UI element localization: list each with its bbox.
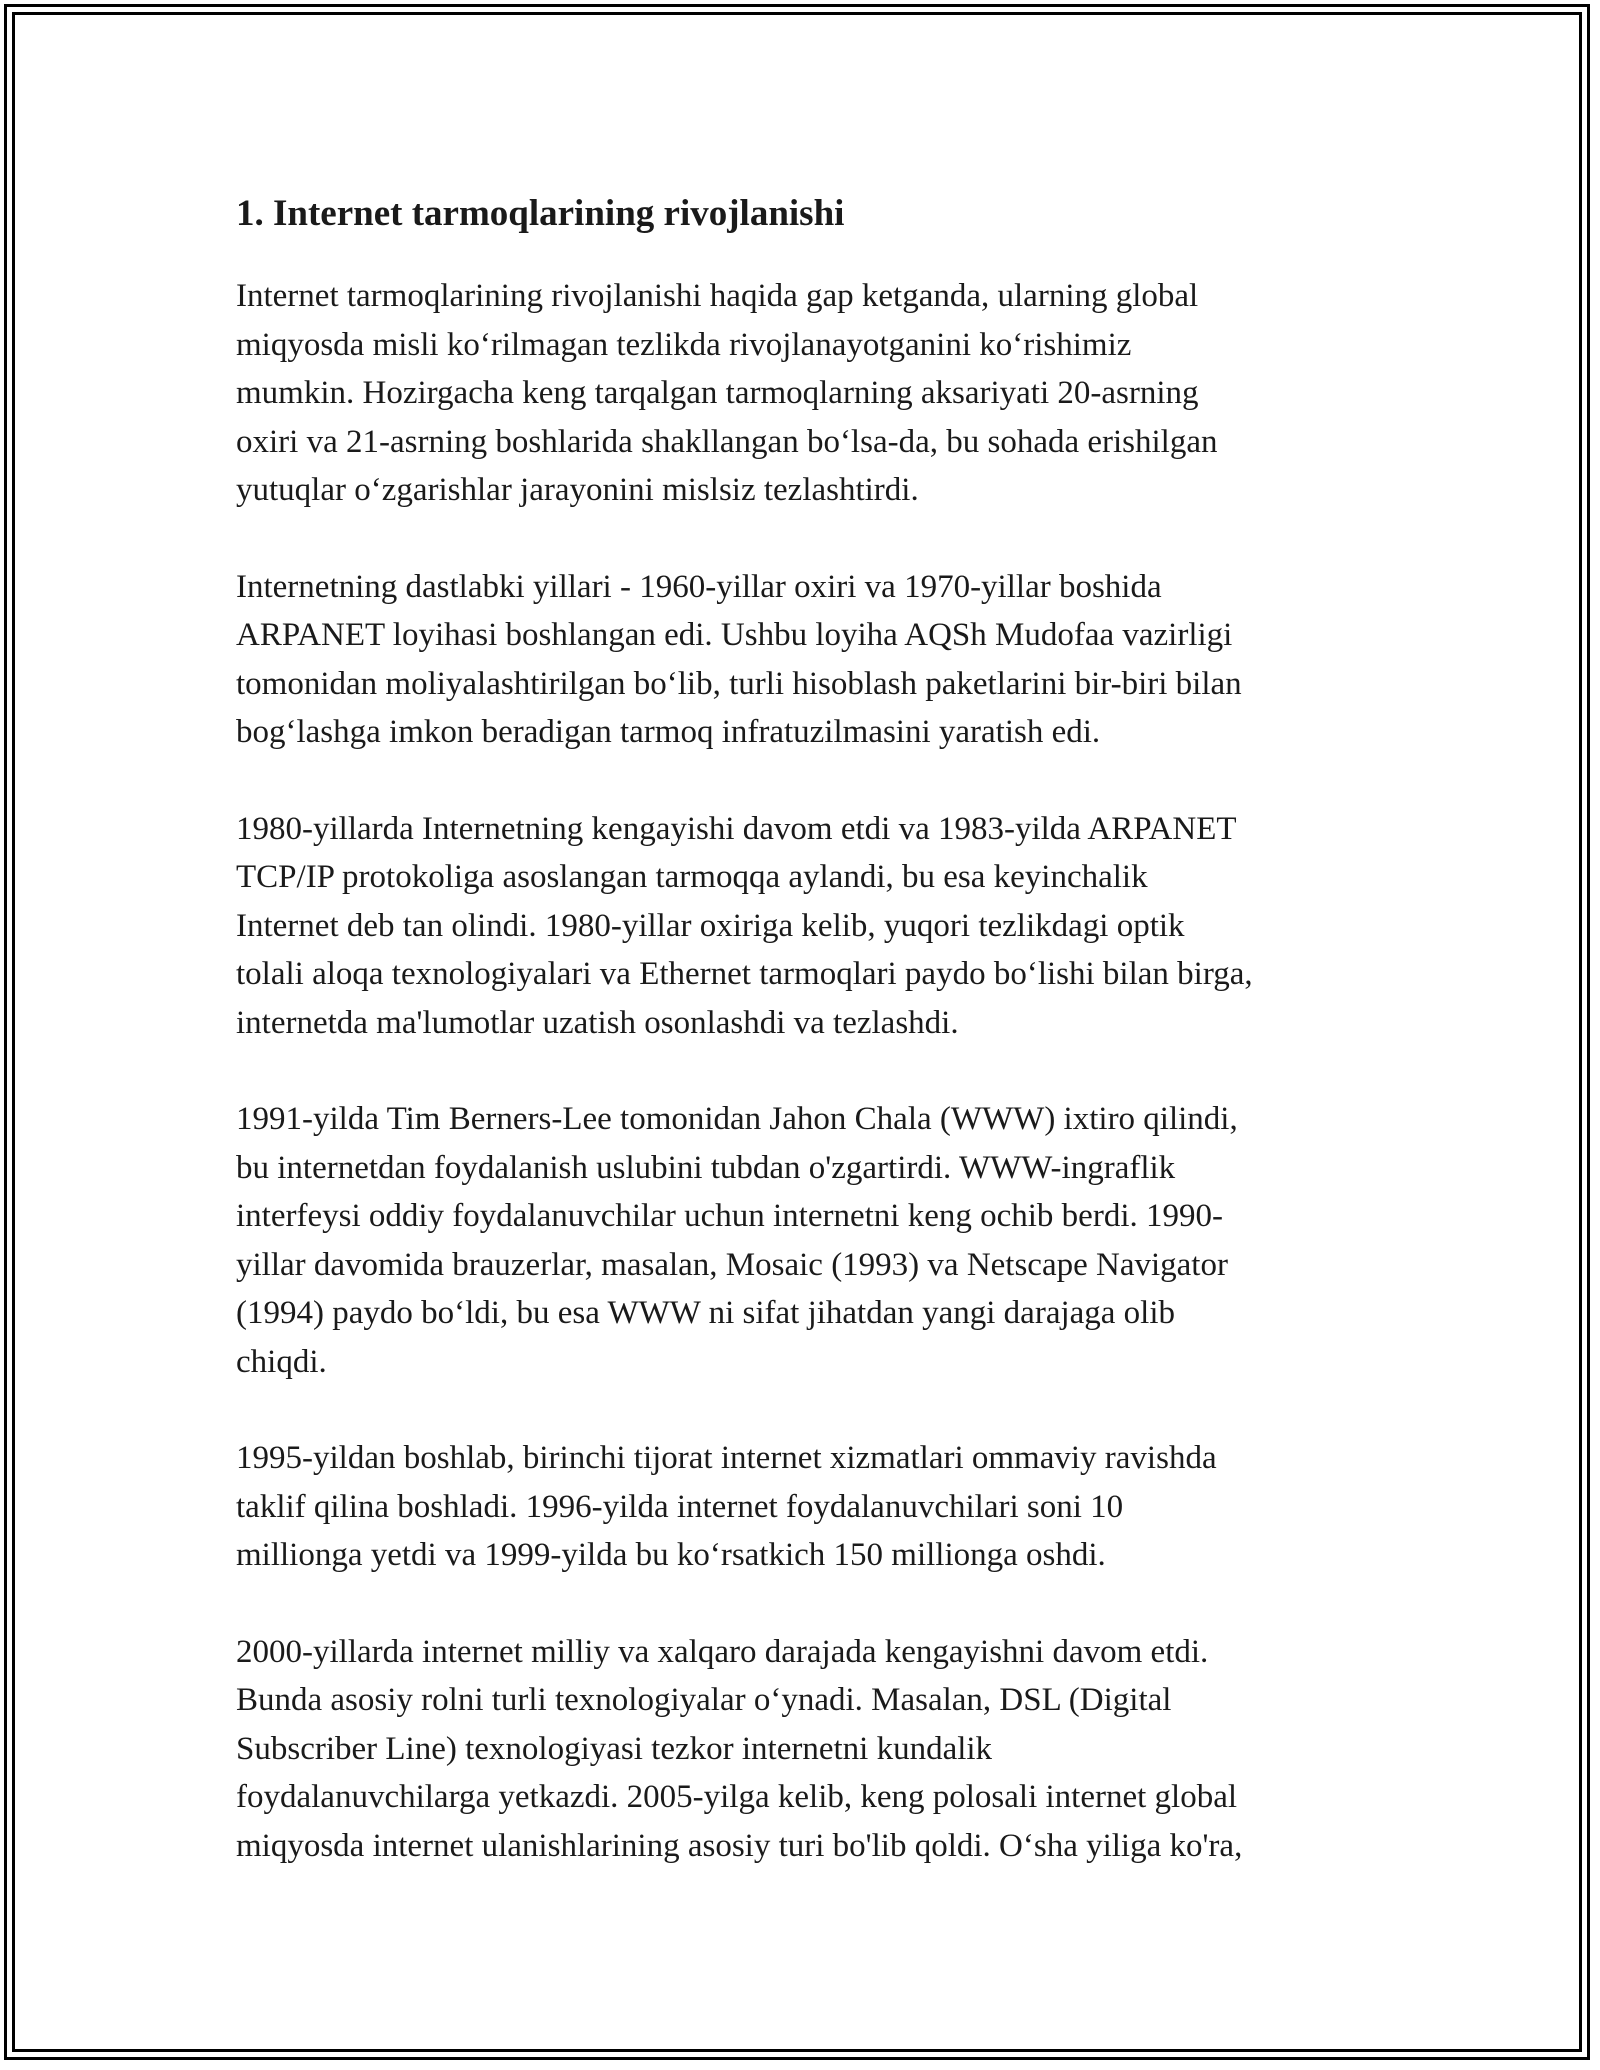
paragraph-line: Internetning dastlabki yillari - 1960-yillar oxiri va 1970-yillar boshida bbox=[236, 568, 1162, 605]
paragraph-line: tomonidan moliyalashtirilgan bo‘lib, turli hisoblash paketlarini bir-biri bilan bbox=[236, 665, 1242, 702]
paragraph-line: TCP/IP protokoliga asoslangan tarmoqqa aylandi, bu esa keyinchalik bbox=[236, 859, 1148, 895]
paragraph bbox=[236, 1434, 1386, 1580]
paragraph-line: bog‘lashga imkon beradigan tarmoq infratuzilmasini yaratish edi. bbox=[236, 714, 1101, 750]
paragraph-line: 2000-yillarda internet milliy va xalqaro darajada kengayishni davom etdi. bbox=[236, 1633, 1209, 1670]
paragraph-line: oxiri va 21-asrning boshlarida shakllangan bo‘lsa-da, bu sohada erishilgan bbox=[236, 423, 1218, 460]
paragraph bbox=[236, 1628, 1386, 1871]
paragraph-line: ARPANET loyihasi boshlangan edi. Ushbu loyiha AQSh Mudofaa vazirligi bbox=[236, 617, 1233, 653]
paragraph-line: Internet tarmoqlarining rivojlanishi haqida gap ketganda, ularning global bbox=[236, 278, 1199, 314]
paragraph-line: Subscriber Line) texnologiyasi tezkor internetni kundalik bbox=[236, 1730, 993, 1767]
paragraph-list bbox=[236, 272, 1386, 1870]
section-heading: 1. Internet tarmoqlarining rivojlanishi bbox=[236, 193, 845, 234]
paragraph-line: bu internetdan foydalanish uslubini tubdan o'zgartirdi. WWW-ingraflik bbox=[236, 1149, 1176, 1186]
paragraph bbox=[236, 563, 1386, 757]
paragraph-line: interfeysi oddiy foydalanuvchilar uchun internetni keng ochib berdi. 1990- bbox=[236, 1198, 1223, 1234]
paragraph-line: chiqdi. bbox=[236, 1343, 327, 1380]
paragraph-line: 1980-yillarda Internetning kengayishi davom etdi va 1983-yilda ARPANET bbox=[236, 810, 1237, 847]
paragraph-line: foydalanuvchilarga yetkazdi. 2005-yilga kelib, keng polosali internet global bbox=[236, 1779, 1238, 1815]
paragraph bbox=[236, 1095, 1386, 1386]
paragraph-line: 1991-yilda Tim Berners-Lee tomonidan Jahon Chala (WWW) ixtiro qilindi, bbox=[236, 1101, 1238, 1137]
paragraph-line: mumkin. Hozirgacha keng tarqalgan tarmoqlarning aksariyati 20-asrning bbox=[236, 375, 1199, 411]
paragraph-line: internetda ma'lumotlar uzatish osonlashdi va tezlashdi. bbox=[236, 1004, 959, 1041]
paragraph-line: miqyosda misli ko‘rilmagan tezlikda rivojlanayotganini ko‘rishimiz bbox=[236, 326, 1132, 363]
paragraph bbox=[236, 805, 1386, 1048]
paragraph-line: taklif qilina boshladi. 1996-yilda internet foydalanuvchilari soni 10 bbox=[236, 1488, 1124, 1525]
paragraph bbox=[236, 272, 1386, 515]
paragraph-line: tolali aloqa texnologiyalari va Ethernet tarmoqlari paydo bo‘lishi bilan birga, bbox=[236, 956, 1253, 992]
paragraph-line: millionga yetdi va 1999-yilda bu ko‘rsatkich 150 millionga oshdi. bbox=[236, 1537, 1106, 1573]
paragraph-line: 1995-yildan boshlab, birinchi tijorat internet xizmatlari ommaviy ravishda bbox=[236, 1440, 1217, 1476]
paragraph-line: Internet deb tan olindi. 1980-yillar oxiriga kelib, yuqori tezlikdagi optik bbox=[236, 907, 1185, 944]
paragraph-line: miqyosda internet ulanishlarining asosiy turi bo'lib qoldi. O‘sha yiliga ko'ra, bbox=[236, 1827, 1243, 1864]
paragraph-line: yutuqlar o‘zgarishlar jarayonini mislsiz tezlashtirdi. bbox=[236, 472, 919, 508]
paragraph-line: Bunda asosiy rolni turli texnologiyalar o‘ynadi. Masalan, DSL (Digital bbox=[236, 1682, 1172, 1718]
document-body bbox=[236, 186, 1386, 1918]
paragraph-line: (1994) paydo bo‘ldi, bu esa WWW ni sifat jihatdan yangi darajaga olib bbox=[236, 1295, 1176, 1331]
paragraph-line: yillar davomida brauzerlar, masalan, Mosaic (1993) va Netscape Navigator bbox=[236, 1246, 1228, 1283]
